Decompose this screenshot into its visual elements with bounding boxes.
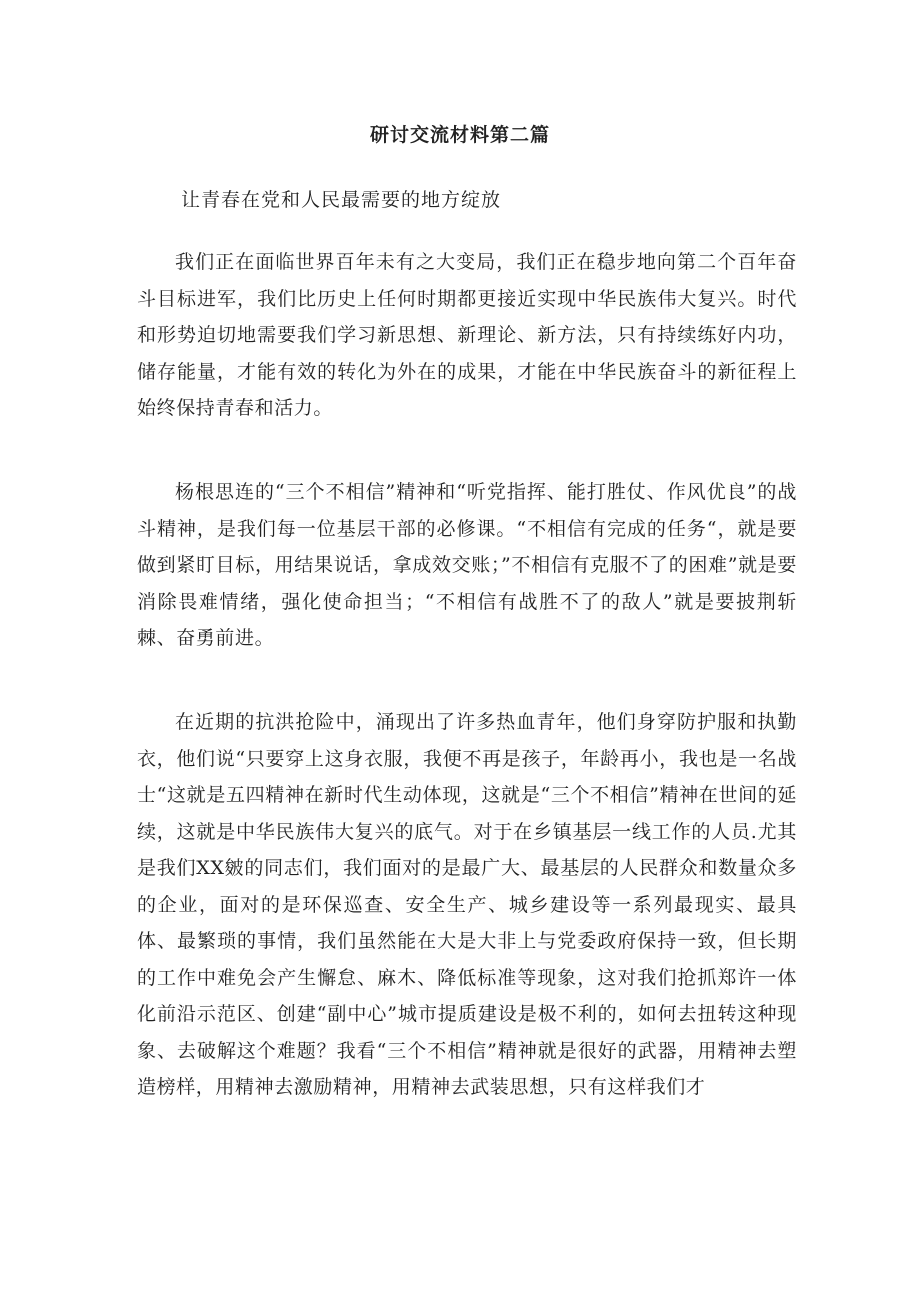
document-subtitle: 让青春在党和人民最需要的地方绽放 <box>181 189 502 211</box>
document-title: 研讨交流材料第二篇 <box>369 124 550 146</box>
paragraph-3: 在近期的抗洪抢险中，涌现出了许多热血青年，他们身穿防护服和执勤衣，他们说“只要穿上这身衣服，我便不再是孩子，年龄再小，我也是一名战士“这就是五四精神在新时代生动体现，这就是“三个不相信”精神在世间的延续，这就是中华民族伟大复兴的底气。对于在乡镇基层一线工作的人员.尤其是我们XX皴的同志们，我们面对的是最广大、最基层的人民群众和数量众多的企业，面对的是环保巡查、安全生产、城乡建设等一系列最现实、最具体、最繁琐的事情，我们虽然能在大是大非上与党委政府保持一致，但长期的工作中难免会产生懈怠、麻木、降低标准等现象，这对我们抢抓郑许一体化前沿示范区、创建“副中心”城市提质建设是极不利的，如何去扭转这种现象、去破解这个难题？我看“三个不相信”精神就是很好的武器，用精神去塑造榜样，用精神去激励精神，用精神去武装思想，只有这样我们才 <box>137 711 797 1098</box>
paragraph-2: 杨根思连的“三个不相信”精神和“听党指挥、能打胜仗、作风优良”的战斗精神，是我们每一位基层干部的必修课。“不相信有完成的任务“，就是要做到紧盯目标，用结果说话，拿成效交账；”不相信有克服不了的困难”就是要消除畏难情绪，强化使命担当；“不相信有战胜不了的敌人”就是要披荆斩棘、奋勇前进。 <box>137 481 797 649</box>
paragraph-1: 我们正在面临世界百年未有之大变局，我们正在稳步地向第二个百年奋斗目标进军，我们比历史上任何时期都更接近实现中华民族伟大复兴。时代和形势迫切地需要我们学习新思想、新理论、新方法，只有持续练好内功，储存能量，才能有效的转化为外在的成果，才能在中华民族奋斗的新征程上始终保持青春和活力。 <box>137 251 797 419</box>
